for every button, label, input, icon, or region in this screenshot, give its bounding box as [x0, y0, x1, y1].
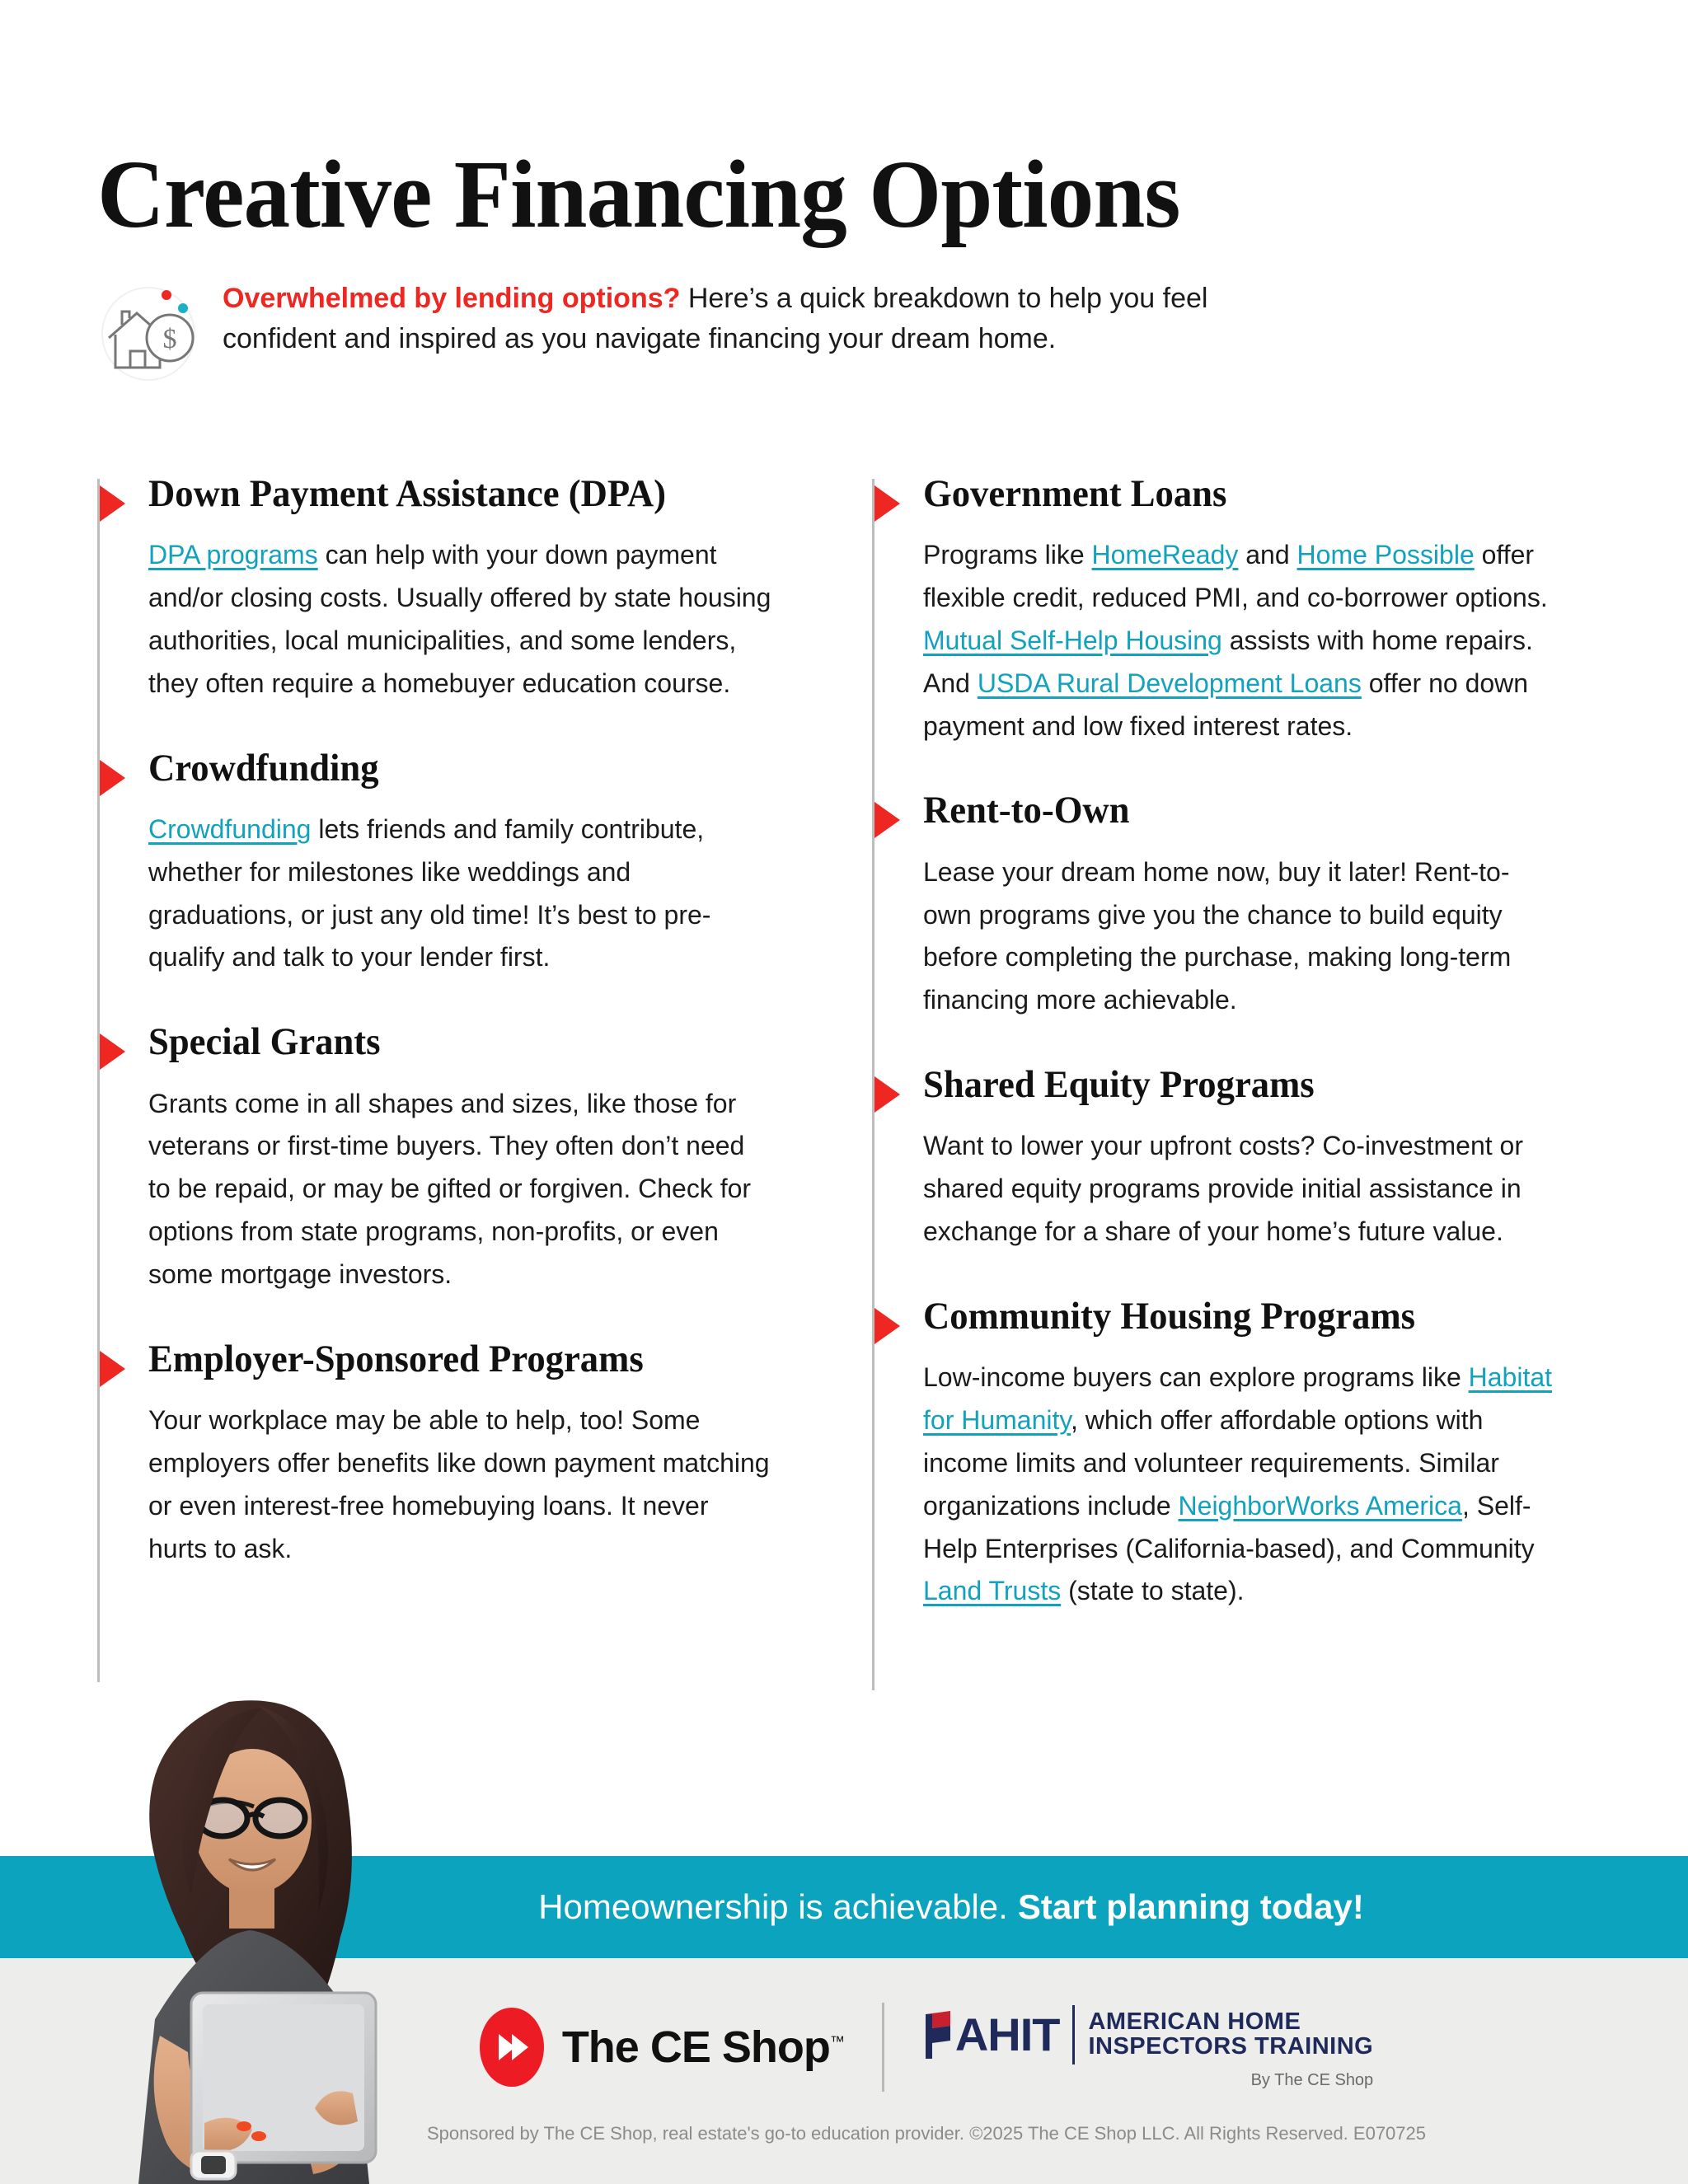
- ce-shop-wordmark: [562, 2022, 844, 2073]
- cta-regular: Homeownership is achievable.: [538, 1887, 1008, 1926]
- copyright-text: Sponsored by The CE Shop, real estate's go-to education provider. ©2025 The CE Shop LLC. All Rights Reserved. E070725: [426, 2123, 1426, 2144]
- body-text: Your workplace may be able to help, too! Some employers offer benefits like down payment matching or even interest-free homebuying loans. It never hurts to ask.: [148, 1405, 770, 1563]
- body-text: offer flexible credit, reduced PMI, and co-borrower options.: [923, 540, 1548, 613]
- double-chevron-icon: [480, 2008, 544, 2087]
- arrow-bullet-icon: [874, 485, 900, 522]
- inline-link[interactable]: Habitat for Humanity: [923, 1362, 1553, 1436]
- ahit-logo[interactable]: [922, 2005, 1373, 2090]
- body-text: and: [1238, 540, 1297, 570]
- inline-link[interactable]: Home Possible: [1296, 540, 1475, 570]
- inline-link[interactable]: Crowdfunding: [148, 814, 312, 844]
- body-text: can help with your down payment and/or closing costs. Usually offered by state housing authorities, local municipalities, and some lenders, they often require a homebuyer education course.: [148, 540, 771, 698]
- section-left-0: [97, 474, 773, 705]
- section-right-2: [872, 1065, 1556, 1254]
- body-text: (state to state).: [1061, 1576, 1245, 1606]
- page-title: Creative Financing Options: [97, 140, 1180, 248]
- section-body: [923, 1357, 1556, 1613]
- section-title: Employer-Sponsored Programs: [148, 1337, 644, 1380]
- arrow-bullet-icon: [874, 1308, 900, 1344]
- section-right-3: [872, 1296, 1556, 1613]
- section-body: [148, 808, 773, 979]
- section-title: Down Payment Assistance (DPA): [148, 472, 666, 515]
- cta-banner: [0, 1856, 1688, 1958]
- body-text: assists with home repairs. And: [923, 626, 1533, 698]
- section-body: [923, 851, 1556, 1022]
- arrow-bullet-icon: [100, 760, 125, 796]
- section-left-2: [97, 1022, 773, 1296]
- body-text: Want to lower your upfront costs? Co-investment or shared equity programs provide initial assistance in exchange for a share of your home’s future value.: [923, 1131, 1523, 1247]
- section-title: Community Housing Programs: [923, 1294, 1416, 1338]
- section-body: [148, 1083, 773, 1296]
- section-title: Government Loans: [923, 472, 1227, 515]
- ahit-wordmark: AHIT: [954, 2008, 1060, 2060]
- section-title: Crowdfunding: [148, 746, 379, 790]
- section-body: [148, 534, 773, 705]
- trademark-symbol: ™: [829, 2033, 844, 2050]
- body-text: , Self-Help Enterprises (California-based), and Community: [923, 1490, 1535, 1563]
- inline-link[interactable]: Land Trusts: [923, 1576, 1062, 1606]
- body-text: Lease your dream home now, buy it later! Rent-to-own programs give you the chance to build equity before completing the purchase, making long-term financing more achievable.: [923, 856, 1512, 1015]
- inline-link[interactable]: Mutual Self-Help Housing: [923, 626, 1222, 655]
- arrow-bullet-icon: [100, 1351, 125, 1387]
- left-column: [97, 474, 773, 1613]
- ahit-flag-icon: [922, 2008, 955, 2062]
- intro-block: [91, 279, 1327, 390]
- inline-link[interactable]: USDA Rural Development Loans: [977, 668, 1362, 698]
- section-left-3: [97, 1339, 773, 1571]
- cta-bold: Start planning today!: [1017, 1887, 1364, 1926]
- right-column: [872, 474, 1556, 1656]
- body-text: Programs like: [923, 540, 1092, 570]
- intro-text: [223, 279, 1327, 360]
- inline-link[interactable]: NeighborWorks America: [1178, 1490, 1462, 1521]
- body-text: lets friends and family contribute, whether for milestones like weddings and graduations, or just any old time! It’s best to pre-qualify and talk to your lender first.: [148, 814, 711, 972]
- section-body: [923, 1125, 1556, 1253]
- ahit-byline: By The CE Shop: [1250, 2070, 1374, 2089]
- intro-rest: Here’s a quick breakdown to help you feel confident and inspired as you navigate financing your dream home.: [223, 283, 1208, 355]
- ahit-line-1: AMERICAN HOME: [1088, 2008, 1301, 2035]
- body-text: , which offer affordable options with income limits and volunteer requirements. Similar organizations include: [923, 1405, 1499, 1521]
- section-title: Shared Equity Programs: [923, 1063, 1315, 1107]
- body-text: Low-income buyers can explore programs like: [923, 1362, 1469, 1393]
- arrow-bullet-icon: [874, 802, 900, 838]
- ahit-vertical-bar: [1072, 2005, 1075, 2064]
- svg-text:$: $: [162, 324, 177, 354]
- section-left-1: [97, 748, 773, 980]
- footer-logos: [0, 2003, 1688, 2092]
- arrow-bullet-icon: [874, 1076, 900, 1113]
- section-title: Special Grants: [148, 1020, 381, 1064]
- arrow-bullet-icon: [100, 485, 125, 522]
- ce-shop-logo[interactable]: [480, 2008, 844, 2087]
- inline-link[interactable]: DPA programs: [148, 540, 318, 570]
- arrow-bullet-icon: [100, 1033, 125, 1070]
- section-right-1: [872, 790, 1556, 1022]
- logo-divider: [882, 2003, 884, 2092]
- ce-shop-name: The CE Shop: [561, 2022, 830, 2072]
- body-text: offer no down payment and low fixed interest rates.: [923, 668, 1529, 741]
- section-body: [923, 534, 1556, 748]
- intro-highlight: Overwhelmed by lending options?: [223, 283, 681, 314]
- ahit-line-2: INSPECTORS TRAINING: [1088, 2032, 1374, 2060]
- house-dollar-icon: [91, 279, 214, 390]
- section-right-0: [872, 474, 1556, 748]
- inline-link[interactable]: HomeReady: [1091, 540, 1239, 570]
- section-title: Rent-to-Own: [923, 789, 1130, 832]
- section-body: [148, 1399, 773, 1570]
- body-text: Grants come in all shapes and sizes, like those for veterans or first-time buyers. They often don’t need to be repaid, or may be gifted or forgiven. Check for options from state programs, non-profits, or even some mortgage investors.: [148, 1088, 752, 1289]
